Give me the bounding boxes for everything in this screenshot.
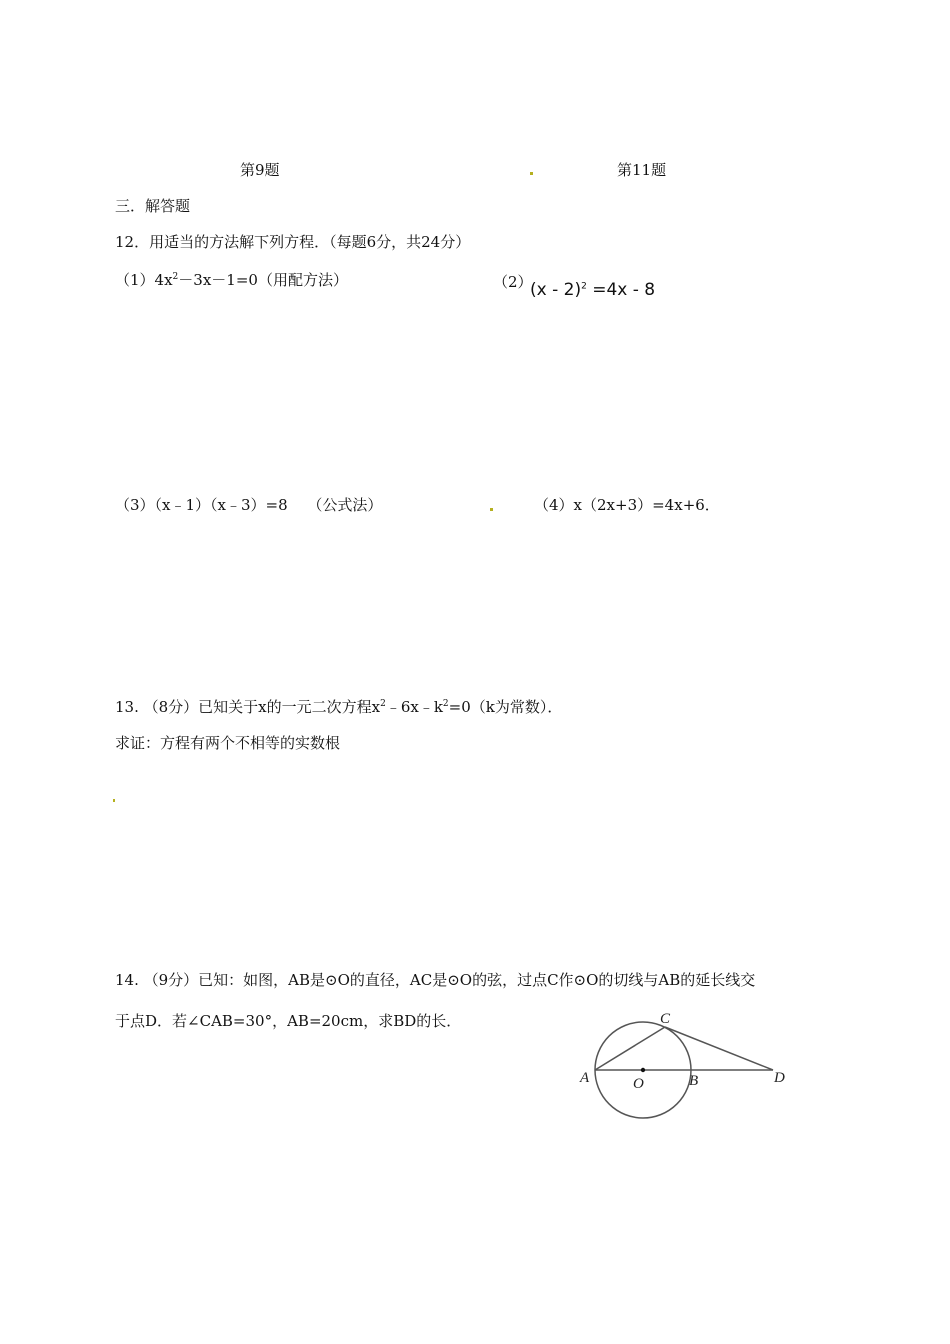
stray-dot xyxy=(490,508,493,511)
q13-stem: 13. （8分）已知关于x的一元二次方程$x^2﹣6x﹣k^2=0(k$为常数）． xyxy=(115,698,563,716)
stray-dot xyxy=(113,799,115,802)
caption-fig11: 第11题 xyxy=(617,161,667,179)
q12-part1: $(1)4x^2-3x-1=0$（用配方法） xyxy=(115,271,348,289)
label-c: C xyxy=(660,1011,671,1027)
label-a: A xyxy=(580,1070,590,1086)
caption-fig9: 第9题 xyxy=(240,161,280,179)
tangent-cd xyxy=(665,1027,773,1070)
q12-part2-label: （2） xyxy=(493,273,533,291)
q12-stem: 12．用适当的方法解下列方程．（每题6分，共24分） xyxy=(115,233,471,251)
q14-line1: 14. （9分）已知：如图，AB是⊙O的直径，AC是⊙O的弦，过点C作⊙O的切线与AB的延长线交 xyxy=(115,971,756,989)
center-point xyxy=(641,1068,645,1072)
q13-proof-line: 求证：方程有两个不相等的实数根 xyxy=(115,734,341,752)
q12-part4: （4）x（2x+3）=4x+6． xyxy=(534,496,720,514)
label-d: D xyxy=(774,1070,785,1086)
stray-dot xyxy=(530,172,533,175)
section-title: 三．解答题 xyxy=(115,197,191,215)
chord-ac xyxy=(595,1027,665,1070)
label-b: B xyxy=(689,1073,699,1089)
circle-tangent-figure xyxy=(570,1010,800,1130)
q12-part3: （3）（x﹣1）（x﹣3）=8 （公式法） xyxy=(115,496,383,514)
q14-line2: 于点D．若∠CAB=30°，AB=20cm，求BD的长． xyxy=(115,1012,462,1030)
q12-part2-equation: (x - 2)$^2$ =4x - 8 xyxy=(530,280,656,300)
label-o: O xyxy=(633,1076,644,1092)
